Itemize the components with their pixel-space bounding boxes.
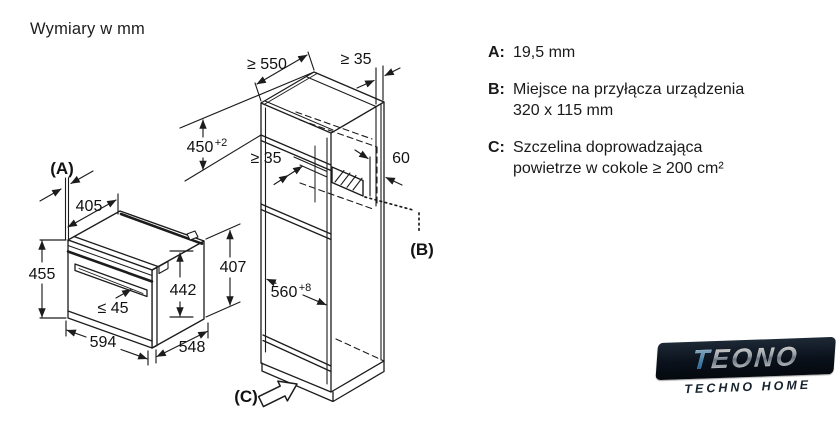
- legend-key-c: C:: [488, 139, 505, 156]
- oven-dim-442: 442: [169, 282, 197, 299]
- legend-key-a: A:: [488, 44, 505, 61]
- airflow-block-arrow: [259, 381, 297, 407]
- legend-line: 320 x 115 mm: [513, 102, 614, 119]
- brand-logo-wordmark: [692, 343, 800, 374]
- cabinet-dim-450: 450: [186, 139, 214, 156]
- cabinet-dim-550: ≥ 550: [247, 56, 287, 73]
- brand-logo: [656, 337, 838, 397]
- legend: [488, 42, 818, 195]
- cabinet-dim-560: 560: [270, 284, 298, 301]
- legend-item-a: [488, 42, 818, 63]
- oven-dim-handle: ≤ 45: [97, 300, 129, 317]
- cabinet-dim-60: 60: [392, 150, 410, 167]
- legend-line: Miejsce na przyłącza urządzenia: [513, 81, 745, 98]
- brand-logo-tagline: TECHNO HOME: [684, 377, 812, 397]
- cabinet-dim-450-sup: +2: [214, 137, 228, 149]
- legend-line: 19,5 mm: [513, 44, 576, 61]
- oven-dim-407: 407: [219, 259, 247, 276]
- cabinet-drawing: [259, 72, 419, 407]
- brand-logo-banner: [655, 337, 835, 380]
- legend-line: Szczelina doprowadzająca: [513, 139, 703, 156]
- oven-frame-edge-lines: [66, 178, 69, 241]
- cabinet-dim-560-sup: +8: [298, 282, 312, 294]
- cabinet-label-b: (B): [410, 240, 434, 259]
- cabinet-floor: [263, 335, 331, 372]
- oven-dim-594: 594: [89, 334, 117, 351]
- oven-label-a: (A): [50, 159, 74, 178]
- cabinet-dim-35-top: ≥ 35: [340, 51, 372, 68]
- legend-key-b: B:: [488, 81, 505, 98]
- brand-logo-rest: EONO: [710, 341, 800, 375]
- legend-item-b: [488, 79, 818, 121]
- brand-logo-initial: T: [691, 344, 713, 375]
- cabinet-shelf-middle: [261, 204, 331, 240]
- legend-item-c: [488, 137, 818, 179]
- legend-text-a: [513, 42, 818, 63]
- cabinet-dim-35-inner: ≥ 35: [250, 150, 282, 167]
- oven-dim-455: 455: [28, 266, 56, 283]
- cabinet-label-c: (C): [234, 387, 258, 406]
- legend-line: powietrze w cokole ≥ 200 cm²: [513, 160, 724, 177]
- oven-dim-405: 405: [75, 198, 103, 215]
- legend-text-b: [513, 79, 818, 121]
- legend-text-c: [513, 137, 818, 179]
- page-title: Wymiary w mm: [30, 20, 145, 38]
- oven-dim-548: 548: [178, 339, 206, 356]
